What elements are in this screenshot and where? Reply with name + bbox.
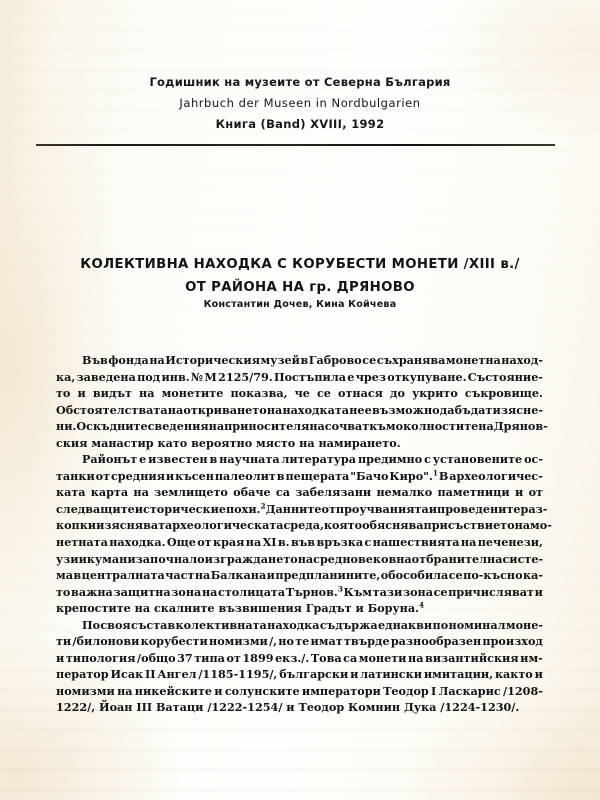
body-word: средния (111, 468, 165, 483)
body-word: до (390, 386, 405, 401)
article-body (56, 352, 552, 716)
body-word: /общо (137, 650, 176, 665)
body-word: заведена (76, 369, 136, 384)
body-word: /, (269, 634, 278, 649)
body-word: византийския (424, 650, 519, 665)
body-word: копки (56, 518, 97, 533)
body-word: проучванията (335, 501, 429, 516)
body-line (56, 435, 543, 452)
body-word: по-късно (463, 568, 523, 583)
body-line (56, 369, 543, 386)
body-word: видът (92, 386, 132, 401)
body-word: околностите (395, 419, 479, 434)
body-word: част (165, 568, 195, 583)
body-word: инв. (161, 369, 190, 384)
body-word: монетите (161, 386, 224, 401)
body-word: епохи.$^2$ (218, 501, 266, 516)
body-word: раз- (520, 501, 548, 516)
body-word: на (149, 353, 165, 367)
body-word: находка (267, 617, 320, 632)
body-word: печенези, (477, 535, 543, 550)
body-word: насочват (309, 419, 370, 434)
body-line (56, 699, 543, 716)
body-line (56, 402, 543, 419)
body-line (56, 517, 552, 534)
footnote-marker: 2 (260, 501, 266, 511)
body-word: във (290, 535, 316, 550)
body-word: моне- (505, 617, 543, 632)
body-word: произход (482, 634, 543, 649)
body-word: обособила (380, 568, 449, 583)
body-word: Киро".$^1$ (389, 468, 438, 483)
body-word: Ангел (157, 667, 197, 682)
body-word: на (117, 683, 133, 698)
body-word: откриването (183, 402, 267, 417)
body-line (56, 484, 543, 501)
body-word: научната (219, 452, 280, 467)
body-word: известен (148, 452, 208, 467)
body-word: на (133, 485, 149, 500)
body-word: Габрово (308, 353, 362, 367)
body-word: причисляват (448, 584, 534, 599)
body-line (56, 584, 543, 601)
body-word: важна (71, 584, 113, 599)
body-word: в (300, 353, 309, 367)
body-word: предимно (357, 452, 423, 467)
body-word: в (73, 568, 82, 583)
body-word: изясне- (492, 402, 543, 417)
body-word: В (438, 468, 449, 483)
body-word: изграждането (204, 551, 298, 566)
body-word: зона (171, 584, 202, 599)
body-line (56, 385, 543, 402)
body-word: края (212, 535, 245, 550)
body-word: и (534, 667, 543, 682)
body-word: в (209, 452, 218, 467)
body-word: ския манастир като вероятно място на намирането. (56, 435, 401, 450)
body-word: среда, (283, 518, 324, 533)
body-word: кумани (86, 551, 136, 566)
body-word: Това (310, 650, 342, 665)
body-word: е (347, 369, 355, 384)
body-word: Търнов.$^3$ (285, 583, 343, 599)
body-word: сведения (147, 419, 209, 434)
body-line (56, 600, 543, 617)
body-word: 37 (177, 650, 193, 665)
body-word: съдържа (319, 617, 378, 632)
body-word: от (321, 501, 336, 516)
body-word: в. (277, 535, 290, 550)
body-word: те (295, 634, 310, 649)
body-word: но (278, 634, 294, 649)
body-word: български (279, 667, 349, 682)
masthead-volume-year: Книга (Band) XVIII, 1992 (215, 117, 385, 131)
body-word: от (528, 485, 543, 500)
body-word: на (167, 402, 184, 417)
body-word: своя (100, 617, 131, 632)
body-line (56, 567, 543, 584)
body-word: Данните (265, 501, 322, 516)
body-line (56, 633, 543, 650)
body-line (56, 352, 543, 369)
body-word: е (364, 402, 372, 417)
body-line (56, 451, 543, 468)
body-line (56, 617, 543, 634)
body-word: никейските (134, 683, 213, 698)
body-word: с (364, 535, 372, 550)
body-word: Още (166, 535, 196, 550)
body-word: монети (358, 650, 407, 665)
body-word: ма (56, 568, 73, 583)
body-word: колективната (175, 617, 267, 632)
body-word: връзка (316, 535, 364, 550)
body-word: която (323, 518, 363, 533)
body-word: Състояние- (467, 369, 543, 384)
body-word: типа (194, 650, 225, 665)
body-word: късен (175, 468, 214, 483)
body-word: не (349, 402, 365, 417)
body-word: и (534, 584, 543, 599)
body-word: на (245, 535, 262, 550)
body-line (56, 683, 543, 700)
body-word: възможно (371, 402, 440, 417)
body-word: нашествията (372, 535, 460, 550)
body-word: изясняват (96, 518, 166, 533)
body-word: се (448, 568, 463, 583)
body-word: Оскъдните (76, 419, 148, 434)
body-word: ти (56, 634, 72, 649)
body-word: тази (372, 584, 403, 599)
body-word: и (77, 386, 86, 401)
body-word: приносителя (224, 419, 310, 434)
footnote-marker: 1 (432, 468, 438, 478)
body-line (56, 551, 543, 568)
body-word: II (145, 667, 156, 682)
body-word: екз./. (275, 650, 310, 665)
body-word: ос- (524, 452, 543, 467)
body-word: присъствието (423, 518, 515, 533)
article-authors: Константин Дочев, Кина Койчева (203, 299, 397, 310)
journal-masthead (0, 72, 600, 135)
body-word: и (514, 485, 524, 500)
body-word: исторически (134, 501, 219, 516)
body-word: чрез (355, 369, 386, 384)
body-word: средновековна (313, 551, 412, 566)
body-word: както (494, 667, 533, 682)
body-word: № (190, 369, 204, 384)
body-paragraph (56, 451, 552, 616)
body-word: императори (301, 683, 381, 698)
body-word: на (208, 419, 225, 434)
body-word: ка- (523, 568, 543, 583)
body-word: с (424, 452, 431, 467)
body-word: землището (154, 485, 228, 500)
body-word: че (294, 386, 310, 401)
body-word: към (369, 419, 396, 434)
body-word: ката (56, 485, 86, 500)
body-word: то (56, 386, 71, 401)
body-word: укрито (412, 386, 458, 401)
masthead-divider-rule (36, 144, 555, 146)
masthead-title-bg: Годишник на музеите от Северна България (149, 75, 451, 89)
footnote-marker: 3 (337, 583, 343, 593)
body-word: обяснява (362, 518, 424, 533)
body-word: палеолит (214, 468, 276, 483)
body-word: проведените (437, 501, 521, 516)
body-word: то (56, 584, 71, 599)
body-word: и (56, 650, 65, 665)
masthead-title-de: Jahrbuch der Museen in Nordbulgarien (179, 96, 421, 110)
article-title-line-1: КОЛЕКТИВНА НАХОДКА С КОРУБЕСТИ МОНЕТИ /XIII в./ (80, 257, 520, 272)
body-word: са (343, 650, 358, 665)
body-word: бъдат (454, 402, 493, 417)
body-word: предпланините, (275, 568, 381, 583)
body-word: зона (402, 584, 433, 599)
body-word: карта (90, 485, 129, 500)
body-word: Районът (82, 452, 138, 467)
body-word: номинал (448, 617, 506, 632)
body-word: типология (65, 650, 136, 665)
body-word: систе- (502, 551, 544, 566)
body-word: на (297, 551, 314, 566)
body-word: на (266, 402, 283, 417)
body-word: номизми (209, 634, 268, 649)
body-word: и (428, 501, 438, 516)
body-word: и (78, 551, 87, 566)
article-title (0, 253, 600, 299)
body-word: немалко (376, 485, 433, 500)
body-word: 1222/, Йоан III Ватаци /1222-1254/ и Теодор Комнин Дука /1224-1230/. (56, 700, 520, 715)
body-word: /1208- (503, 683, 543, 698)
body-word: Балкана (210, 568, 267, 583)
body-word: крепостите на скалните възвишения Градът и Боруна.$^4$ (56, 600, 425, 616)
body-word: еднакви (378, 617, 433, 632)
body-word: и (165, 468, 175, 483)
body-word: твърде (343, 634, 390, 649)
body-word: на (514, 518, 531, 533)
body-word: латински (360, 667, 422, 682)
body-word: съхранява (376, 353, 446, 367)
body-word: се (433, 584, 448, 599)
body-line (56, 501, 548, 518)
body-word: танки (56, 468, 95, 483)
body-word: Ласкарис (438, 683, 501, 698)
body-word: ператор (56, 667, 109, 682)
body-word: да (439, 402, 455, 417)
body-word: ни. (56, 419, 77, 434)
body-word: "Бачо (350, 468, 389, 483)
footnote-marker: 4 (419, 600, 425, 610)
body-word: отбранителна (411, 551, 503, 566)
body-word: нетната (56, 535, 108, 550)
body-word: 2125/79. (218, 369, 273, 384)
body-word: Историческия (165, 353, 260, 367)
body-line (56, 650, 543, 667)
body-word: и (350, 667, 359, 682)
body-word: Към (343, 584, 373, 599)
body-word: откупуване. (387, 369, 467, 384)
body-word: пещерата (285, 468, 350, 483)
body-word: от (95, 468, 111, 483)
body-word: им- (520, 650, 543, 665)
body-word: солунските (224, 683, 300, 698)
body-word: централната (81, 568, 165, 583)
body-word: от (226, 650, 241, 665)
body-word: Във (82, 353, 108, 367)
body-word: Постъпила (274, 369, 346, 384)
body-line (56, 666, 543, 683)
body-word: /1185-1195/, (198, 667, 278, 682)
body-word: /билонови (72, 634, 140, 649)
body-word: По (82, 617, 101, 632)
body-word: 1899 (242, 650, 274, 665)
body-line (56, 418, 548, 435)
body-word: Исак (110, 667, 144, 682)
body-line (56, 534, 543, 551)
body-word: Теодор (383, 683, 429, 698)
body-line (56, 468, 543, 485)
body-word: на (460, 535, 477, 550)
body-word: се (317, 386, 331, 401)
body-word: археологическата (165, 518, 284, 533)
body-word: разнообразен (390, 634, 482, 649)
body-word: ка, (56, 369, 76, 384)
body-word: на (139, 386, 155, 401)
article-title-line-2: ОТ РАЙОНА НА гр. ДРЯНОВО (185, 280, 415, 295)
body-word: забелязани (295, 485, 372, 500)
body-word: находка. (109, 535, 166, 550)
body-word: имитации, (423, 667, 494, 682)
body-word: Обстоятелствата (56, 402, 168, 417)
body-word: столицата (218, 584, 286, 599)
body-word: на (408, 650, 424, 665)
body-word: следващите (56, 501, 135, 516)
body-word: започнало (135, 551, 205, 566)
body-word: фонда (108, 353, 149, 367)
body-word: е (139, 452, 147, 467)
body-word: I (431, 683, 437, 698)
body-paragraph (56, 617, 543, 716)
body-word: по (432, 617, 449, 632)
body-paragraph (56, 352, 548, 451)
body-word: находката (282, 402, 350, 417)
body-word: отнася (338, 386, 383, 401)
body-word: Дрянов- (493, 419, 548, 434)
body-word: наход- (501, 353, 543, 367)
body-word: състав (131, 617, 176, 632)
body-word: в (276, 468, 285, 483)
body-word: имат (310, 634, 343, 649)
body-word: на (478, 419, 494, 434)
body-word: мо- (530, 518, 552, 533)
body-word: показва, (230, 386, 288, 401)
body-word: на (194, 568, 211, 583)
body-word: установените (432, 452, 523, 467)
body-word: защитна (113, 584, 171, 599)
body-word: археологичес- (449, 468, 543, 483)
body-word: от (197, 535, 212, 550)
body-word: обаче (233, 485, 271, 500)
body-word: на (201, 584, 218, 599)
body-word: XI (262, 535, 277, 550)
body-word: литература (281, 452, 356, 467)
body-word: са (275, 485, 290, 500)
body-word: и (266, 568, 275, 583)
body-word: узи (56, 551, 79, 566)
body-word: М (204, 369, 217, 384)
body-word: под (137, 369, 161, 384)
body-word: корубести (140, 634, 208, 649)
body-word: монетна (445, 353, 501, 367)
body-word: и (214, 683, 223, 698)
body-word: съкровище. (464, 386, 543, 401)
body-word: се (362, 353, 377, 367)
body-word: музей (260, 353, 300, 367)
body-word: паметници (437, 485, 510, 500)
body-word: номизми (56, 683, 115, 698)
